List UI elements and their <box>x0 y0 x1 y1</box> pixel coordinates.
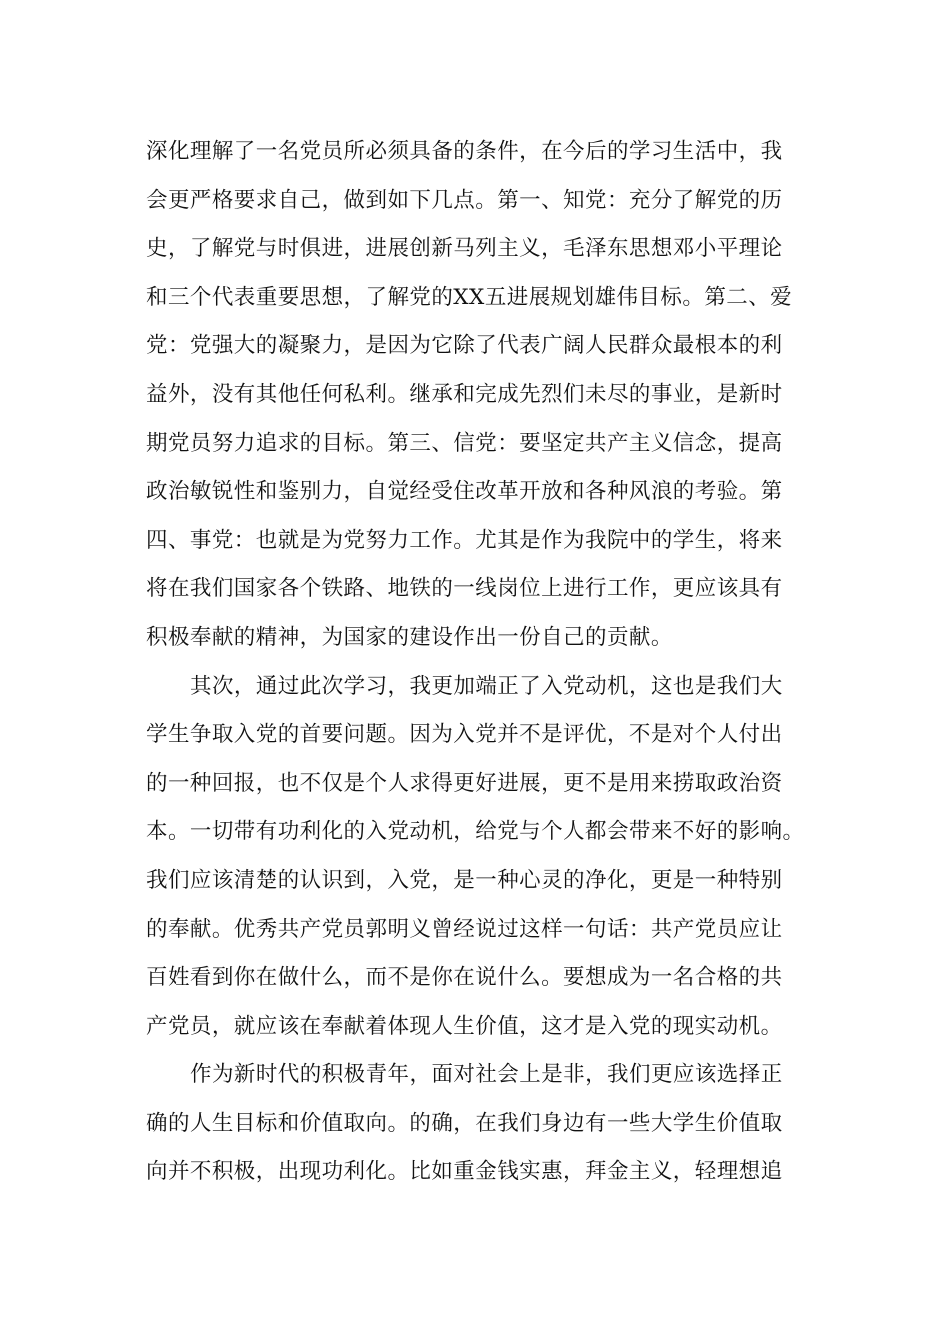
text-line: 确的人生目标和价值取向。的确，在我们身边有一些大学生价值取 <box>146 1110 783 1136</box>
text-line: 党：党强大的凝聚力，是因为它除了代表广阔人民群众最根本的利 <box>146 333 783 359</box>
text-line: 期党员努力追求的目标。第三、信党：要坚定共产主义信念，提高 <box>146 430 783 456</box>
text-line: 我们应该清楚的认识到，入党，是一种心灵的净化，更是一种特别 <box>146 867 783 893</box>
text-line: 四、事党：也就是为党努力工作。尤其是作为我院中的学生，将来 <box>146 527 783 553</box>
text-line: 政治敏锐性和鉴别力，自觉经受住改革开放和各种风浪的考验。第 <box>146 479 783 505</box>
text-line: 深化理解了一名党员所必须具备的条件，在今后的学习生活中，我 <box>146 139 783 164</box>
text-line: 向并不积极，出现功利化。比如重金钱实惠，拜金主义，轻理想追 <box>146 1159 783 1185</box>
text-line: 的一种回报，也不仅是个人求得更好进展，更不是用来捞取政治资 <box>146 770 783 796</box>
text-line: 学生争取入党的首要问题。因为入党并不是评优，不是对个人付出 <box>146 722 783 748</box>
paragraph-first-line: 其次，通过此次学习，我更加端正了入党动机，这也是我们大 <box>190 673 783 699</box>
text-line: 产党员，就应该在奉献着体现人生价值，这才是入党的现实动机。 <box>146 1013 783 1039</box>
text-line: 积极奉献的精神，为国家的建设作出一份自己的贡献。 <box>146 624 673 650</box>
text-line: 会更严格要求自己，做到如下几点。第一、知党：充分了解党的历 <box>146 187 783 213</box>
body-text <box>146 128 846 1197</box>
text-line: 本。一切带有功利化的入党动机，给党与个人都会带来不好的影响。 <box>146 819 805 845</box>
paragraph-first-line: 作为新时代的积极青年，面对社会上是非，我们更应该选择正 <box>190 1062 783 1088</box>
text-line: 将在我们国家各个铁路、地铁的一线岗位上进行工作，更应该具有 <box>146 576 783 602</box>
text-line: 益外，没有其他任何私利。继承和完成先烈们未尽的事业，是新时 <box>146 381 783 407</box>
text-line: 和三个代表重要思想，了解党的XX五进展规划雄伟目标。第二、爱 <box>146 284 793 310</box>
text-line: 的奉献。优秀共产党员郭明义曾经说过这样一句话：共产党员应让 <box>146 916 783 942</box>
text-line: 百姓看到你在做什么，而不是你在说什么。要想成为一名合格的共 <box>146 965 783 991</box>
text-line: 史，了解党与时俱进，进展创新马列主义，毛泽东思想邓小平理论 <box>146 236 783 262</box>
